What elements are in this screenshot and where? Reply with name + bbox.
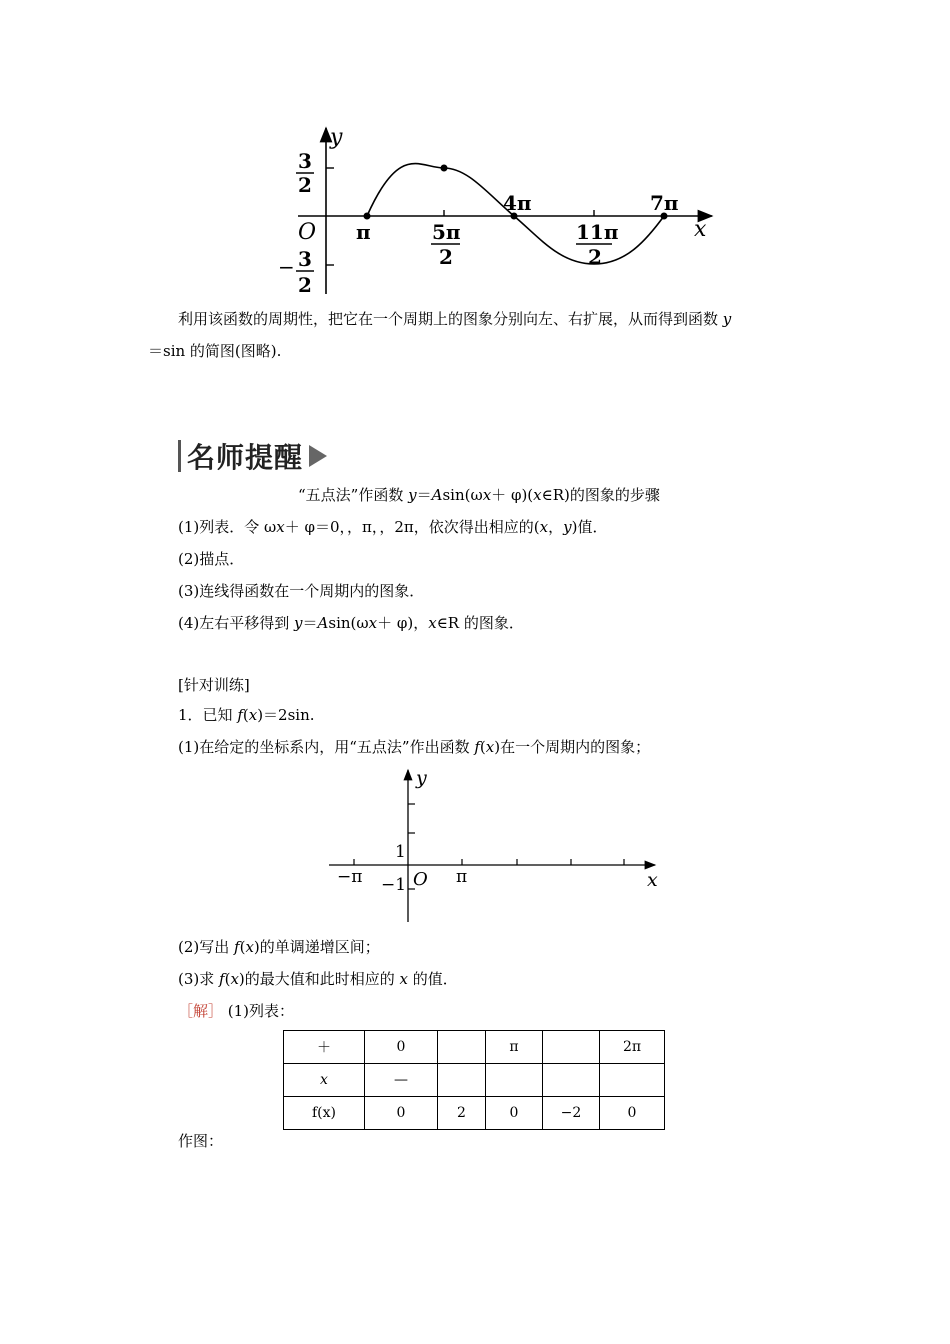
y-bot-sign: − <box>278 255 295 279</box>
y-tick-neg1: −1 <box>381 875 407 895</box>
origin-label: O <box>298 220 317 245</box>
x-tick-5pi-den: 2 <box>439 245 453 269</box>
tips-step2: (2)描点． <box>178 550 245 568</box>
y-axis-label: y <box>330 125 343 150</box>
x-tick-4pi: 4π <box>503 191 532 215</box>
question-1-part1: (1)在给定的坐标系内，用“五点法”作出函数 f(x)在一个周期内的图象； <box>178 738 651 756</box>
point-pi <box>364 213 371 220</box>
para1-line1 <box>178 308 731 330</box>
training-label: [针对训练] <box>178 676 250 694</box>
para1-line2 <box>148 340 281 362</box>
y-axis-label: y <box>416 767 427 789</box>
tips-heading: “五点法”作函数 y＝Asin(ωx＋ φ)(x∈R)的图象的步骤 <box>298 486 660 504</box>
values-table <box>283 1030 665 1130</box>
banner-bar <box>178 440 181 472</box>
x-tick-pi: π <box>456 867 468 887</box>
tips-step1: (1)列表．令 ωx＋ φ＝0，，π，，2π，依次得出相应的(x，y)值． <box>178 518 608 536</box>
x-axis-label: x <box>647 869 658 891</box>
y-tick-1: 1 <box>395 842 406 862</box>
para1-text-b: ＝sin 的简图(图略). <box>148 342 282 360</box>
point-max <box>441 165 448 172</box>
x-axis-label: x <box>694 217 707 242</box>
para1-text-a: 利用该函数的周期性，把它在一个周期上的图象分别向左、右扩展，从而得到函数 <box>178 310 723 328</box>
tip-banner <box>178 438 327 474</box>
solution-line <box>178 1000 294 1022</box>
tips-step3: (3)连线得函数在一个周期内的图象． <box>178 582 425 600</box>
x-tick-neg-pi: −π <box>337 867 363 887</box>
y-bot-num: 3 <box>298 247 312 271</box>
banner-title: 名师提醒 <box>187 441 304 474</box>
tips-step4: (4)左右平移得到 y＝Asin(ωx＋ φ)，x∈R 的图象． <box>178 614 524 632</box>
question-1-part3: (3)求 f(x)的最大值和此时相应的 x 的值． <box>178 970 458 988</box>
table-row: x — <box>284 1064 665 1097</box>
para1-var-y: y <box>722 310 732 328</box>
x-tick-11pi-den: 2 <box>588 245 602 269</box>
y-bot-den: 2 <box>298 273 312 297</box>
origin-label: O <box>413 869 428 890</box>
x-tick-5pi-num: 5π <box>432 220 461 244</box>
play-triangle-icon <box>309 445 327 467</box>
y-top-den: 2 <box>298 173 312 197</box>
table-row: ＋ 0 π 2π <box>284 1031 665 1064</box>
y-top-num: 3 <box>298 149 312 173</box>
x-tick-7pi: 7π <box>650 191 679 215</box>
draw-label: 作图： <box>178 1132 224 1150</box>
solution-text: (1)列表： <box>223 1002 295 1020</box>
x-tick-pi: π <box>356 220 371 244</box>
question-1: 1．已知 f(x)＝2sin. <box>178 706 315 724</box>
sine-graph <box>270 122 730 300</box>
x-tick-11pi-num: 11π <box>576 220 619 244</box>
coordinate-system <box>325 766 665 928</box>
solution-tag: ［解］ <box>178 1002 224 1020</box>
question-1-part2: (2)写出 f(x)的单调递增区间； <box>178 938 380 956</box>
table-row: f(x) 0 2 0 −2 0 <box>284 1097 665 1130</box>
